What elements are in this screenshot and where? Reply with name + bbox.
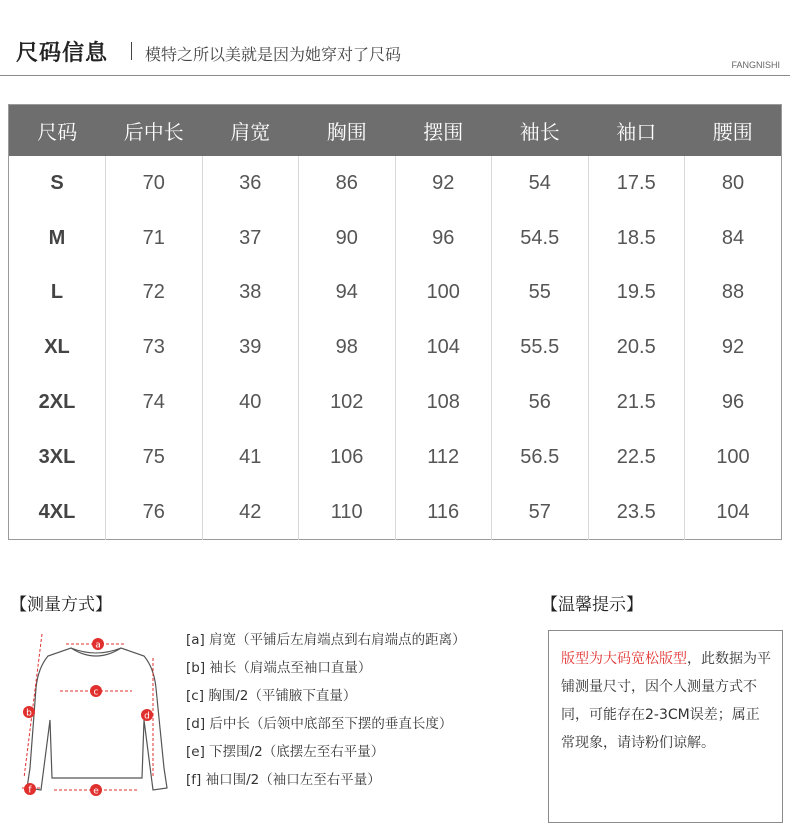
table-cell: 22.5 bbox=[588, 430, 685, 485]
tips-highlight: 版型为大码宽松版型 bbox=[561, 651, 687, 667]
garment-diagram-svg bbox=[16, 628, 176, 808]
size-table bbox=[9, 105, 781, 540]
column-header: 袖长 bbox=[492, 105, 589, 156]
table-row bbox=[9, 211, 781, 266]
size-label-cell: XL bbox=[9, 320, 106, 375]
table-cell: 92 bbox=[395, 156, 492, 211]
table-cell: 72 bbox=[106, 266, 203, 321]
table-cell: 94 bbox=[299, 266, 396, 321]
marker-f-label: f bbox=[28, 785, 32, 796]
marker-a-label: a bbox=[95, 640, 101, 651]
size-label-cell: 2XL bbox=[9, 375, 106, 430]
table-cell: 71 bbox=[106, 211, 203, 266]
table-row bbox=[9, 430, 781, 485]
column-header: 肩宽 bbox=[202, 105, 299, 156]
size-label-cell: L bbox=[9, 266, 106, 321]
table-cell: 98 bbox=[299, 320, 396, 375]
table-cell: 23.5 bbox=[588, 485, 685, 540]
legend-item: [b] 袖长（肩端点至袖口直量） bbox=[186, 660, 372, 676]
table-cell: 40 bbox=[202, 375, 299, 430]
tips-title: 【温馨提示】 bbox=[541, 595, 643, 615]
table-row bbox=[9, 375, 781, 430]
table-row bbox=[9, 485, 781, 540]
table-cell: 55 bbox=[492, 266, 589, 321]
table-cell: 19.5 bbox=[588, 266, 685, 321]
table-cell: 80 bbox=[721, 171, 745, 194]
table-row bbox=[9, 320, 781, 375]
table-cell: 100 bbox=[395, 266, 492, 321]
marker-d-label: d bbox=[144, 711, 150, 722]
table-cell: 21.5 bbox=[588, 375, 685, 430]
table-cell: 92 bbox=[721, 336, 745, 359]
column-header: 后中长 bbox=[106, 105, 203, 156]
table-cell: 104 bbox=[395, 320, 492, 375]
size-table-container bbox=[8, 104, 782, 540]
table-cell: 55.5 bbox=[492, 320, 589, 375]
column-header: 胸围 bbox=[299, 105, 396, 156]
legend-item: [a] 肩宽（平铺后左肩端点到右肩端点的距离） bbox=[186, 632, 466, 648]
marker-b-label: b bbox=[26, 708, 32, 719]
header-divider bbox=[0, 75, 790, 76]
table-cell: 90 bbox=[299, 211, 396, 266]
sleeve-measure-line bbox=[24, 634, 42, 778]
size-label-cell: 3XL bbox=[9, 430, 106, 485]
table-cell: 76 bbox=[106, 485, 203, 540]
size-label-cell: 4XL bbox=[9, 485, 106, 540]
brand-name: FANGNISHI bbox=[731, 60, 780, 70]
table-cell: 75 bbox=[106, 430, 203, 485]
marker-c-label: c bbox=[93, 687, 99, 698]
table-row bbox=[9, 156, 781, 211]
table-cell: 17.5 bbox=[588, 156, 685, 211]
column-header: 腰围 bbox=[685, 105, 782, 156]
page-header bbox=[0, 0, 790, 80]
table-cell: 38 bbox=[202, 266, 299, 321]
table-cell: 54 bbox=[492, 156, 589, 211]
measurement-legend bbox=[186, 626, 526, 794]
table-cell: 42 bbox=[202, 485, 299, 540]
table-cell: 96 bbox=[721, 391, 745, 414]
table-row bbox=[9, 266, 781, 321]
title-divider bbox=[131, 42, 132, 60]
table-cell: 36 bbox=[202, 156, 299, 211]
table-cell: 18.5 bbox=[588, 211, 685, 266]
table-cell: 54.5 bbox=[492, 211, 589, 266]
table-cell: 57 bbox=[492, 485, 589, 540]
table-cell: 39 bbox=[202, 320, 299, 375]
table-cell: 110 bbox=[299, 485, 396, 540]
table-cell: 108 bbox=[395, 375, 492, 430]
table-cell: 84 bbox=[721, 226, 745, 249]
size-label-cell: M bbox=[9, 211, 106, 266]
legend-item: [d] 后中长（后领中底部至下摆的垂直长度） bbox=[186, 716, 453, 732]
legend-item: [f] 袖口围/2（袖口左至右平量） bbox=[186, 772, 381, 788]
size-table-body bbox=[9, 156, 781, 540]
table-cell: 88 bbox=[721, 281, 745, 304]
legend-item: [c] 胸围/2（平铺腋下直量） bbox=[186, 688, 357, 704]
table-cell: 74 bbox=[106, 375, 203, 430]
legend-item: [e] 下摆围/2（底摆左至右平量） bbox=[186, 744, 385, 760]
table-cell: 70 bbox=[106, 156, 203, 211]
size-table-header-row bbox=[9, 105, 781, 156]
table-cell: 20.5 bbox=[588, 320, 685, 375]
table-cell: 112 bbox=[395, 430, 492, 485]
table-cell: 104 bbox=[716, 500, 750, 523]
table-cell: 86 bbox=[299, 156, 396, 211]
table-cell: 41 bbox=[202, 430, 299, 485]
table-cell: 116 bbox=[395, 485, 492, 540]
size-label-cell: S bbox=[9, 156, 106, 211]
page-title: 尺码信息 bbox=[16, 40, 109, 66]
measure-lines bbox=[22, 634, 153, 790]
table-cell: 37 bbox=[202, 211, 299, 266]
column-header: 尺码 bbox=[9, 105, 106, 156]
table-cell: 102 bbox=[299, 375, 396, 430]
table-cell: 73 bbox=[106, 320, 203, 375]
tips-box bbox=[548, 630, 783, 823]
measure-markers bbox=[23, 638, 153, 797]
table-cell: 56.5 bbox=[492, 430, 589, 485]
page-subtitle: 模特之所以美就是因为她穿对了尺码 bbox=[145, 45, 402, 64]
table-cell: 96 bbox=[395, 211, 492, 266]
table-cell: 106 bbox=[299, 430, 396, 485]
tips-text: ，此数据为平铺测量尺寸，因个人测量方式不同，可能存在2-3CM误差；属正常现象，请诗粉们谅解。 bbox=[561, 651, 771, 751]
marker-e-label: e bbox=[93, 786, 99, 797]
measurement-title: 【测量方式】 bbox=[10, 595, 112, 615]
garment-diagram bbox=[16, 628, 176, 808]
table-cell: 100 bbox=[716, 445, 750, 468]
table-cell: 56 bbox=[492, 375, 589, 430]
column-header: 袖口 bbox=[588, 105, 685, 156]
column-header: 摆围 bbox=[395, 105, 492, 156]
